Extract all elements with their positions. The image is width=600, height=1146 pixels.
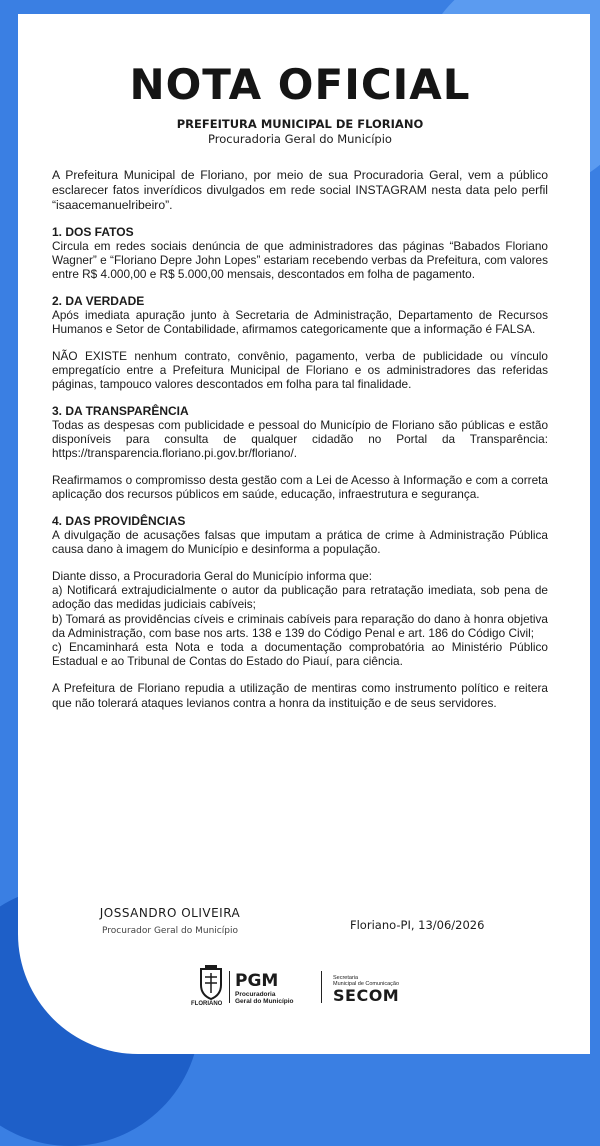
issuer-name: PREFEITURA MUNICIPAL DE FLORIANO bbox=[176, 117, 424, 131]
section-title-truth: 2. DA VERDADE bbox=[52, 293, 145, 308]
pgm-logo-subtitle bbox=[235, 991, 294, 1005]
section-measures-text-2: Diante disso, a Procuradoria Geral do Município informa que: bbox=[52, 569, 372, 584]
section-transparency-text-1: Todas as despesas com publicidade e pessoal do Município de Floriano são públicas e estão disponíveis para consulta de qualquer cidadão no Portal da Transparência: https://transparencia.floriano.pi.gov.br/floriano/. bbox=[52, 417, 548, 461]
floriano-crest-icon bbox=[195, 963, 227, 1003]
section-title-facts: 1. DOS FATOS bbox=[52, 225, 134, 239]
signature-block bbox=[60, 906, 280, 936]
section-transparency-text-2: Reafirmamos o compromisso desta gestão com a Lei de Acesso à Informação e com a correta aplicação dos recursos públicos em saúde, educação, infraestrutura e segurança. bbox=[52, 473, 548, 502]
section-truth-text-1: Após imediata apuração junto à Secretaria de Administração, Departamento de Recursos Humanos e Setor de Contabilidade, afirmamos categoricamente que a informação é FALSA. bbox=[52, 307, 548, 336]
section-measures-text-1: A divulgação de acusações falsas que imputam a prática de crime à Administração Pública causa dano à imagem do Município e desinforma a população. bbox=[52, 527, 548, 556]
issuer-department: Procuradoria Geral do Município bbox=[208, 132, 392, 146]
pgm-sub-line-2: Geral do Município bbox=[235, 998, 294, 1005]
intro-paragraph: A Prefeitura Municipal de Floriano, por meio de sua Procuradoria Geral, vem a público esclarecer fatos inverídicos divulgados em rede social INSTAGRAM nesta data pelo perfil “isaacemanuelribeiro”. bbox=[52, 168, 548, 212]
page-title: NOTA OFICIAL bbox=[129, 60, 471, 109]
section-truth-text-2: NÃO EXISTE nenhum contrato, convênio, pagamento, verba de publicidade ou vínculo empregatício entre a Prefeitura Municipal de Floriano e os administradores das referidas páginas, tampouco valores descontados em folha para tal finalidade. bbox=[52, 349, 548, 392]
secom-sub-line-1: Secretaria bbox=[333, 975, 359, 981]
measure-item-c: c) Encaminhará esta Nota e toda a documentação comprobatória ao Ministério Público Estadual e ao Tribunal de Contas do Estado do Piauí, para ciência. bbox=[52, 640, 548, 669]
pgm-sub-line-1: Procuradoria bbox=[235, 991, 276, 998]
measure-item-b: b) Tomará as providências cíveis e criminais cabíveis para reparação do dano à honra objetiva da Administração, com base nos arts. 138 e 139 do Código Penal e art. 186 do Código Civil; bbox=[52, 611, 548, 640]
closing-paragraph: A Prefeitura de Floriano repudia a utilização de mentiras como instrumento político e reitera que não tolerará ataques levianos contra a honra da instituição e de seus servidores. bbox=[52, 681, 548, 710]
section-title-measures: 4. DAS PROVIDÊNCIAS bbox=[52, 513, 186, 528]
signer-name: JOSSANDRO OLIVEIRA bbox=[99, 906, 241, 920]
logo-divider bbox=[229, 971, 230, 1003]
date-line: Floriano-PI, 13/06/2026 bbox=[350, 918, 485, 932]
footer-logos bbox=[191, 963, 425, 1009]
logo-divider-2 bbox=[321, 971, 322, 1003]
pgm-logo: PGM bbox=[235, 971, 279, 991]
section-facts-text: Circula em redes sociais denúncia de que administradores das páginas “Babados Floriano Wagner” e “Floriano Depre John Lopes” estariam recebendo verbas da Prefeitura, com valores entre R$ 4.000,00 e R$ 5.000,00 mensais, descontados em folha de pagamento. bbox=[52, 239, 548, 282]
measure-item-a: a) Notificará extrajudicialmente o autor da publicação para retratação imediata, sob pena de adoção das medidas judiciais cabíveis; bbox=[52, 583, 548, 612]
secom-sub-line-2: Municipal de Comunicação bbox=[333, 981, 400, 987]
secom-logo: SECOM bbox=[333, 986, 400, 1005]
signer-role: Procurador Geral do Município bbox=[102, 926, 238, 936]
note-content bbox=[52, 60, 548, 710]
section-title-transparency: 3. DA TRANSPARÊNCIA bbox=[52, 403, 189, 418]
crest-label: FLORIANO bbox=[191, 1001, 223, 1007]
